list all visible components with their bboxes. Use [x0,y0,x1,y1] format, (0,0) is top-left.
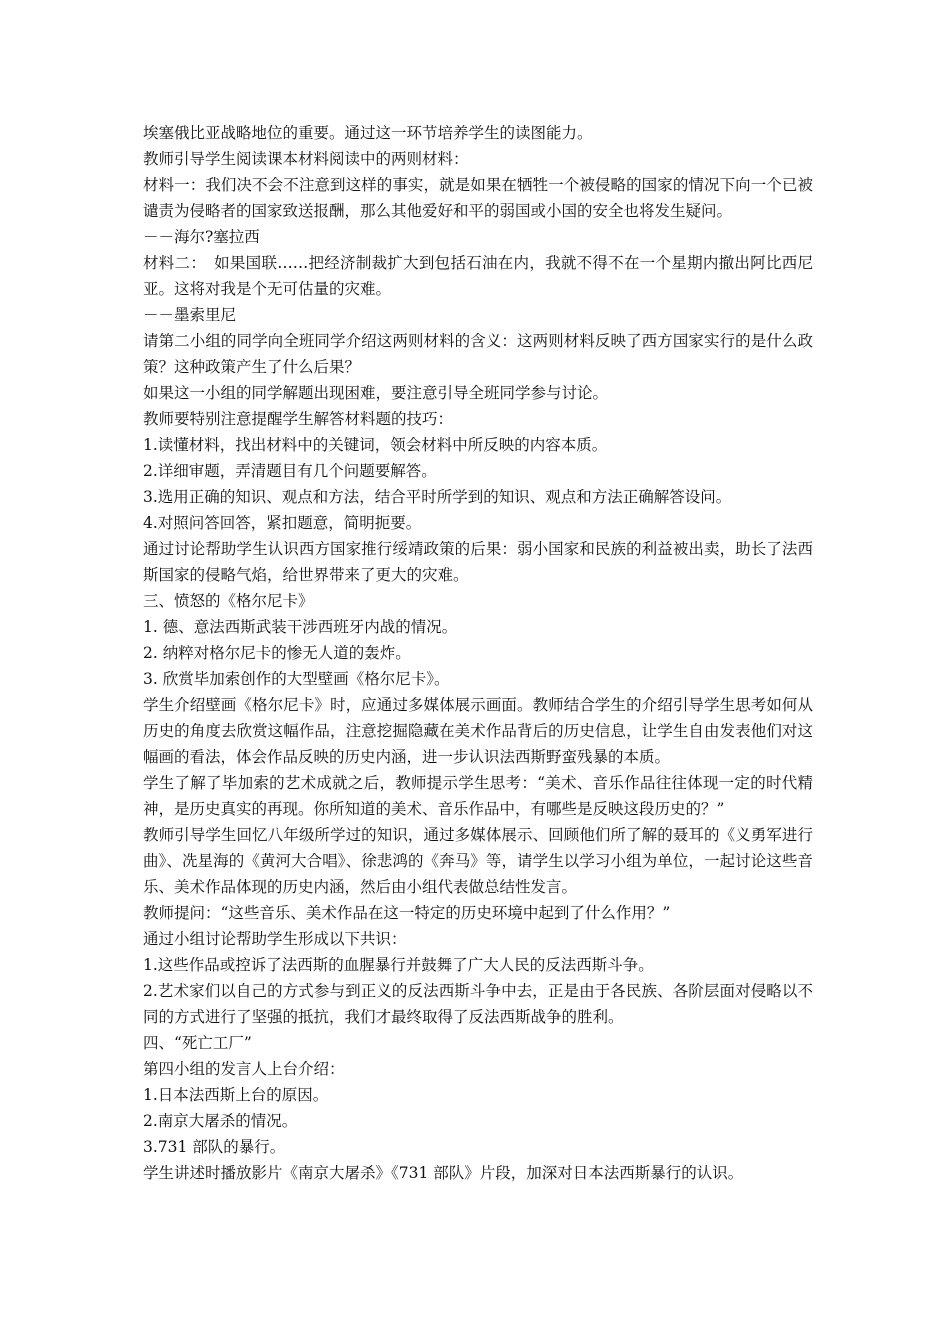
list-item: 2. 纳粹对格尔尼卡的惨无人道的轰炸。 [143,644,411,662]
list-item: 4.对照问答回答，紧扣题意，简明扼要。 [143,514,422,532]
paragraph: 学生讲述时播放影片《南京大屠杀》《731 部队》片段，加深对日本法西斯暴行的认识。 [143,1164,744,1182]
section-heading: 三、愤怒的《格尔尼卡》 [143,592,314,610]
list-item: 1.这些作品或控诉了法西斯的血腥暴行并鼓舞了广大人民的反法西斯斗争。 [143,956,654,974]
paragraph: 教师引导学生回忆八年级所学过的知识，通过多媒体展示、回顾他们所了解的聂耳的《义勇军进行曲》、冼星海的《黄河大合唱》、徐悲鸿的《奔马》等，请学生以学习小组为单位，一起讨论这些音乐、美术作品体现的历史内涵，然后由小组代表做总结性发言。 [143,826,813,896]
paragraph: 埃塞俄比亚战略地位的重要。通过这一环节培养学生的读图能力。 [143,124,593,142]
quote-attribution-1: －－海尔?塞拉西 [143,228,260,246]
list-item: 2.艺术家们以自己的方式参与到正义的反法西斯斗争中去，正是由于各民族、各阶层面对侵略以不同的方式进行了坚强的抵抗，我们才最终取得了反法西斯战争的胜利。 [143,982,813,1026]
paragraph: 教师要特别注意提醒学生解答材料题的技巧： [143,410,454,428]
paragraph: 教师引导学生阅读课本材料阅读中的两则材料： [143,150,469,168]
paragraph: 通过讨论帮助学生认识西方国家推行绥靖政策的后果：弱小国家和民族的利益被出卖，助长了法西斯国家的侵略气焰，给世界带来了更大的灾难。 [143,540,813,584]
list-item: 1. 德、意法西斯武装干涉西班牙内战的情况。 [143,618,458,636]
quote-material-2: 材料二： 如果国联……把经济制裁扩大到包括石油在内，我就不得不在一个星期内撤出阿比西尼亚。这将对我是个无可估量的灾难。 [143,254,813,298]
list-item: 3. 欣赏毕加索创作的大型壁画《格尔尼卡》。 [143,670,450,688]
list-item: 2.详细审题，弄清题目有几个问题要解答。 [143,462,437,480]
paragraph: 通过小组讨论帮助学生形成以下共识： [143,930,407,948]
list-item: 1.日本法西斯上台的原因。 [143,1086,329,1104]
paragraph: 第四小组的发言人上台介绍： [143,1060,345,1078]
paragraph: 如果这一小组的同学解题出现困难，要注意引导全班同学参与讨论。 [143,384,609,402]
list-item: 1.读懂材料，找出材料中的关键词，领会材料中所反映的内容本质。 [143,436,608,454]
paragraph: 教师提问：“这些音乐、美术作品在这一特定的历史环境中起到了什么作用？” [143,904,671,922]
paragraph: 请第二小组的同学向全班同学介绍这两则材料的含义：这两则材料反映了西方国家实行的是什么政策？这种政策产生了什么后果？ [143,332,813,376]
list-item: 3.731 部队的暴行。 [143,1138,286,1156]
quote-material-1: 材料一：我们决不会不注意到这样的事实，就是如果在牺牲一个被侵略的国家的情况下向一个已被谴责为侵略者的国家致送报酬，那么其他爱好和平的弱国或小国的安全也将发生疑问。 [143,176,813,220]
section-heading: 四、“死亡工厂” [143,1034,252,1052]
paragraph: 学生了解了毕加索的艺术成就之后，教师提示学生思考：“美术、音乐作品往往体现一定的时代精神，是历史真实的再现。你所知道的美术、音乐作品中，有哪些是反映这段历史的？” [143,774,813,818]
quote-attribution-2: －－墨索里尼 [143,306,237,324]
list-item: 3.选用正确的知识、观点和方法，结合平时所学到的知识、观点和方法正确解答设问。 [143,488,732,506]
document-page [143,120,813,1186]
paragraph: 学生介绍壁画《格尔尼卡》时，应通过多媒体展示画面。教师结合学生的介绍引导学生思考如何从历史的角度去欣赏这幅作品，注意挖掘隐藏在美术作品背后的历史信息，让学生自由发表他们对这幅画的看法，体会作品反映的历史内涵，进一步认识法西斯野蛮残暴的本质。 [143,696,813,766]
list-item: 2.南京大屠杀的情况。 [143,1112,298,1130]
